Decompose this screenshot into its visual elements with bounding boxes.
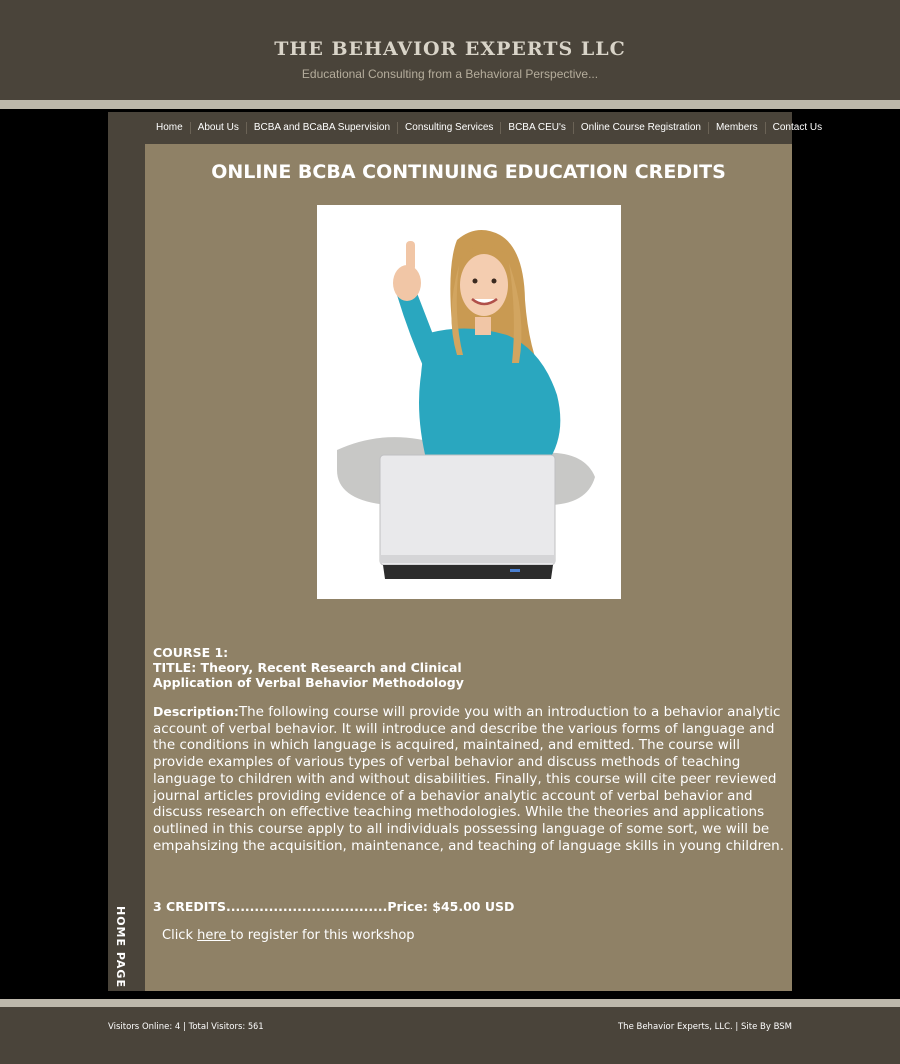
course-description [153,704,785,854]
nav-members[interactable]: Members [708,122,765,134]
visitor-stats [108,1022,263,1032]
student-laptop-illustration [317,205,621,599]
nav-home[interactable]: Home [156,122,183,133]
register-prefix: Click [162,928,198,943]
register-suffix: to register for this workshop [230,928,415,943]
register-here-link[interactable]: here [197,928,231,943]
description-label: Description: [153,704,239,719]
nav-bcba-ceus[interactable]: BCBA CEU's [500,122,572,134]
site-title: THE BEHAVIOR EXPERTS LLC [274,38,626,60]
main-content [145,144,792,991]
nav-about-us[interactable]: About Us [190,122,246,134]
course-title: TITLE: Theory, Recent Research and Clinical Application of Verbal Behavior Methodology [153,660,464,690]
home-page-link[interactable]: HOME PAGE [114,906,127,988]
course-number: COURSE 1: [153,645,229,660]
nav-consulting-services[interactable]: Consulting Services [397,122,500,134]
footer-credits: The Behavior Experts, LLC. | Site By BSM [617,1022,792,1032]
visitor-count: 561 [247,1022,264,1032]
course-photo [317,205,621,599]
visitor-label: Visitors Online: 4 | Total Visitors: [108,1022,248,1032]
site-tagline: Educational Consulting from a Behavioral Perspective... [301,67,599,81]
site-footer [0,1007,900,1064]
nav-supervision[interactable]: BCBA and BCaBA Supervision [246,122,397,134]
nav-contact-us[interactable]: Contact Us [765,122,829,134]
nav-online-course-registration[interactable]: Online Course Registration [573,122,708,134]
course-header [153,645,783,690]
header-divider [0,100,900,109]
credits-price: 3 CREDITS..................................Price: $45.00 USD [153,899,515,914]
left-sidebar [108,112,145,991]
page-title: ONLINE BCBA CONTINUING EDUCATION CREDITS [211,161,726,183]
register-line [162,928,415,943]
footer-divider [0,999,900,1007]
main-nav [145,112,823,144]
site-header [0,0,900,100]
description-text: The following course will provide you with an introduction to a behavior analytic account of verbal behavior. It will introduce and describe the various forms of language and the conditions in which language is acquired, maintained, and emitted. The course will provide examples of various types of verbal behavior and discuss methods of teaching language to children with and without disabilities. Finally, this course will cite peer reviewed journal articles providing evidence of a behavior analytic account of verbal behavior and discuss research on effective teaching methodologies. While the theories and applications outlined in this course apply to all individuals possessing language of some sort, we will be empahsizing the acquisition, maintenance, and teaching of language skills in young children. [153,704,785,854]
